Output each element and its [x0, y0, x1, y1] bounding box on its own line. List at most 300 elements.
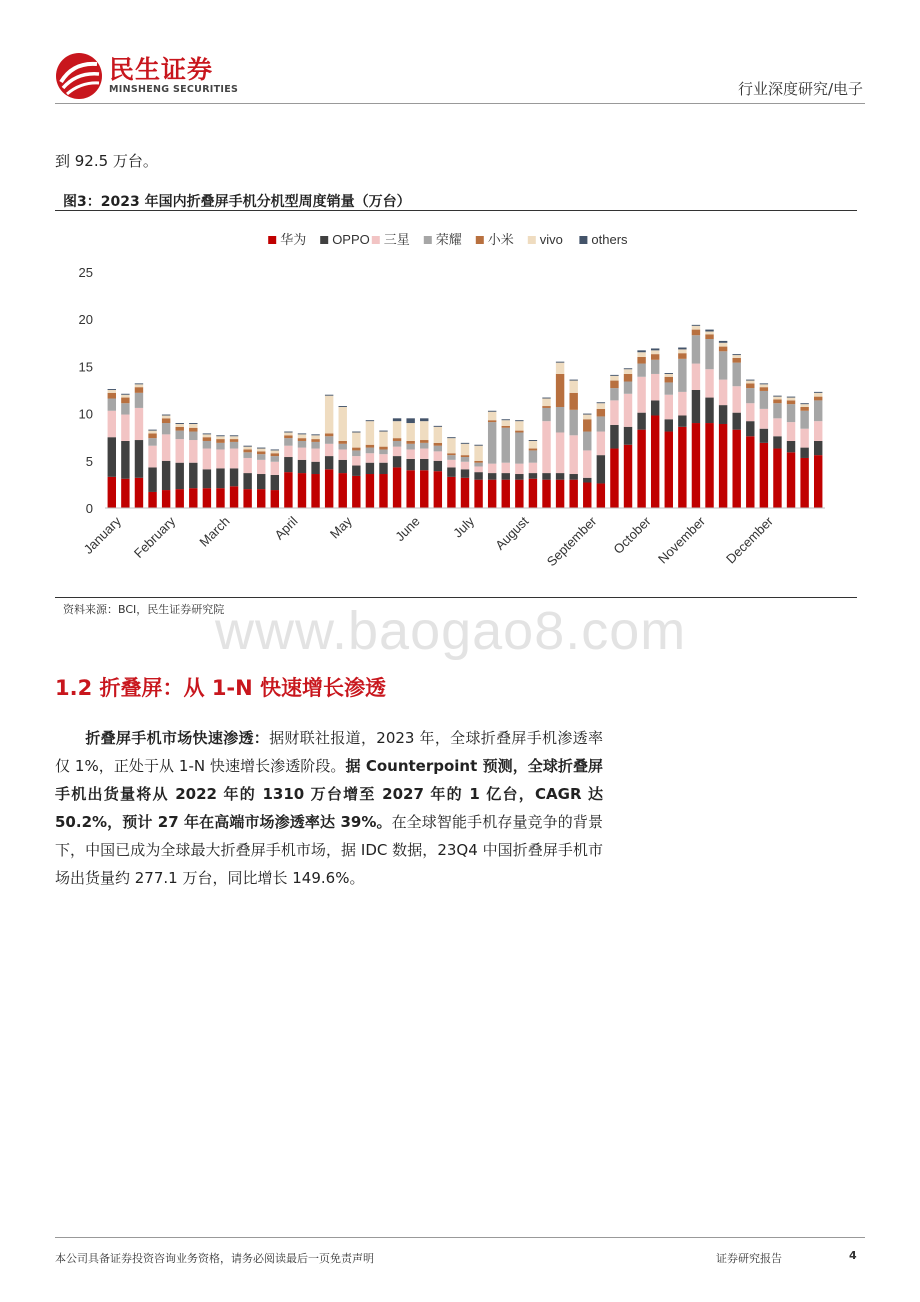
bar-week-18-series-2	[339, 449, 347, 459]
x-month-label-december: December	[722, 513, 776, 567]
bar-week-31-series-4	[515, 431, 523, 433]
para-lead-bold: 折叠屏手机市场快速渗透：	[85, 729, 270, 747]
bar-week-51-series-0	[787, 452, 795, 508]
brand-name-cn: 民生证券	[109, 55, 214, 84]
bar-week-48-series-6	[746, 380, 754, 381]
bar-week-4-series-4	[148, 433, 156, 438]
bar-week-14-series-1	[284, 457, 292, 472]
bar-week-52-series-0	[800, 458, 808, 508]
legend-swatch-6	[579, 236, 587, 244]
bar-week-3-series-0	[135, 478, 143, 508]
bar-week-23-series-6	[406, 418, 414, 423]
bar-week-32-series-6	[529, 440, 537, 441]
bar-week-29-series-0	[488, 480, 496, 508]
bar-week-14-series-2	[284, 446, 292, 457]
bar-week-34-series-2	[556, 432, 564, 473]
bar-week-3-series-2	[135, 408, 143, 440]
bar-week-26-series-3	[447, 455, 455, 460]
bar-week-33-series-3	[542, 408, 550, 421]
x-month-label-may: May	[326, 513, 355, 542]
bar-week-24-series-3	[420, 443, 428, 449]
bar-week-17-series-6	[325, 395, 333, 396]
bar-week-4-series-2	[148, 446, 156, 468]
bar-week-18-series-1	[339, 460, 347, 473]
bar-week-38-series-5	[610, 376, 618, 381]
bar-week-41-series-4	[651, 354, 659, 360]
bar-week-12-series-6	[257, 448, 265, 449]
bar-week-31-series-5	[515, 421, 523, 430]
y-tick-label-20: 20	[78, 312, 93, 328]
footer-report-type: 证券研究报告	[716, 1252, 782, 1265]
bar-week-33-series-5	[542, 398, 550, 406]
bar-week-39-series-3	[624, 382, 632, 394]
bar-week-18-series-6	[339, 406, 347, 407]
bar-week-28-series-0	[474, 480, 482, 508]
bar-week-32-series-2	[529, 463, 537, 473]
bar-week-27-series-3	[461, 457, 469, 462]
bar-week-31-series-6	[515, 420, 523, 421]
bar-week-28-series-2	[474, 466, 482, 472]
bar-week-44-series-1	[692, 390, 700, 423]
bar-week-2-series-4	[121, 398, 129, 404]
bar-week-42-series-0	[665, 432, 673, 508]
bar-week-42-series-6	[665, 373, 673, 374]
bar-week-36-series-3	[583, 432, 591, 451]
bar-week-10-series-5	[230, 436, 238, 439]
bar-week-1-series-2	[108, 411, 116, 437]
bar-week-17-series-0	[325, 469, 333, 508]
figure-title: 图3：2023 年国内折叠屏手机分机型周度销量（万台）	[63, 194, 411, 210]
bar-week-36-series-2	[583, 450, 591, 477]
bar-week-48-series-0	[746, 436, 754, 508]
bar-week-15-series-6	[298, 433, 306, 434]
bar-week-43-series-0	[678, 427, 686, 508]
bar-week-9-series-3	[216, 443, 224, 450]
bar-week-43-series-5	[678, 349, 686, 353]
x-month-label-april: April	[271, 513, 301, 543]
x-month-label-june: June	[392, 513, 423, 545]
bar-week-24-series-0	[420, 470, 428, 508]
bar-week-22-series-5	[393, 421, 401, 438]
bar-week-4-series-3	[148, 438, 156, 446]
bar-week-47-series-2	[732, 386, 740, 412]
bar-week-14-series-5	[284, 432, 292, 435]
bar-week-45-series-6	[705, 330, 713, 332]
bar-week-50-series-4	[773, 399, 781, 403]
bar-week-8-series-4	[203, 437, 211, 441]
bar-week-53-series-4	[814, 397, 822, 401]
bar-week-12-series-5	[257, 449, 265, 452]
bar-week-52-series-3	[800, 411, 808, 429]
bar-week-5-series-3	[162, 423, 170, 434]
bar-week-43-series-3	[678, 359, 686, 392]
bar-week-6-series-0	[176, 489, 184, 508]
bar-week-15-series-1	[298, 460, 306, 473]
bar-week-45-series-0	[705, 423, 713, 508]
bar-week-2-series-0	[121, 479, 129, 508]
bar-week-7-series-6	[189, 423, 197, 424]
bar-week-42-series-4	[665, 377, 673, 383]
bar-week-47-series-6	[732, 354, 740, 355]
bar-week-23-series-3	[406, 444, 414, 450]
bar-week-15-series-3	[298, 441, 306, 448]
bar-week-28-series-6	[474, 445, 482, 446]
legend-label-4: 小米	[487, 232, 514, 247]
bar-week-38-series-1	[610, 425, 618, 449]
bar-week-33-series-6	[542, 398, 550, 399]
legend-label-1: OPPO	[332, 232, 370, 247]
bar-week-34-series-4	[556, 374, 564, 407]
bar-week-47-series-0	[732, 430, 740, 508]
bar-week-14-series-6	[284, 432, 292, 433]
bar-week-3-series-4	[135, 387, 143, 393]
bar-week-41-series-3	[651, 360, 659, 374]
bar-week-26-series-0	[447, 477, 455, 508]
bar-week-16-series-6	[311, 434, 319, 435]
bar-week-36-series-6	[583, 414, 591, 415]
footer-divider	[55, 1237, 865, 1238]
bar-week-25-series-5	[434, 427, 442, 443]
bar-week-40-series-1	[637, 413, 645, 430]
bar-week-39-series-0	[624, 445, 632, 508]
bar-week-14-series-4	[284, 435, 292, 438]
bar-week-13-series-0	[271, 490, 279, 508]
bar-week-13-series-3	[271, 456, 279, 462]
bar-week-33-series-1	[542, 473, 550, 480]
bar-week-44-series-3	[692, 335, 700, 363]
legend-label-0: 华为	[280, 232, 307, 247]
bar-week-33-series-4	[542, 406, 550, 408]
bar-week-15-series-0	[298, 473, 306, 508]
bar-week-22-series-1	[393, 456, 401, 467]
bar-week-35-series-2	[569, 435, 577, 474]
bar-week-45-series-3	[705, 339, 713, 369]
bar-week-2-series-6	[121, 394, 129, 395]
minsheng-logo-icon	[55, 52, 103, 100]
bar-week-28-series-3	[474, 463, 482, 467]
bar-week-25-series-4	[434, 443, 442, 446]
bar-week-17-series-2	[325, 444, 333, 456]
bar-week-16-series-2	[311, 449, 319, 462]
bar-week-24-series-6	[420, 418, 428, 421]
bar-week-37-series-0	[597, 483, 605, 508]
bar-week-15-series-4	[298, 438, 306, 441]
bar-week-29-series-4	[488, 420, 496, 422]
bar-week-26-series-1	[447, 467, 455, 476]
bar-week-29-series-1	[488, 473, 496, 480]
bar-week-31-series-3	[515, 432, 523, 463]
legend-swatch-1	[320, 236, 328, 244]
bar-week-18-series-5	[339, 407, 347, 441]
bar-week-48-series-5	[746, 381, 754, 384]
bar-week-7-series-2	[189, 440, 197, 463]
bar-week-1-series-3	[108, 398, 116, 410]
bar-week-35-series-4	[569, 393, 577, 410]
bar-week-6-series-1	[176, 463, 184, 489]
bar-week-17-series-1	[325, 456, 333, 469]
bar-week-5-series-4	[162, 418, 170, 423]
bar-week-13-series-1	[271, 475, 279, 490]
bar-week-4-series-6	[148, 430, 156, 431]
bar-week-24-series-4	[420, 440, 428, 443]
bar-week-23-series-0	[406, 470, 414, 508]
bar-week-5-series-1	[162, 461, 170, 490]
watermark: www.baogao8.com	[215, 601, 687, 661]
bar-week-45-series-4	[705, 334, 713, 339]
bar-week-20-series-0	[366, 474, 374, 508]
bar-week-1-series-1	[108, 437, 116, 477]
bar-week-27-series-1	[461, 469, 469, 477]
bar-week-32-series-3	[529, 450, 537, 462]
bar-week-16-series-1	[311, 462, 319, 474]
bar-week-13-series-5	[271, 450, 279, 453]
bar-week-42-series-2	[665, 395, 673, 420]
bar-week-52-series-2	[800, 429, 808, 448]
bar-week-12-series-2	[257, 460, 265, 474]
bar-week-32-series-5	[529, 441, 537, 449]
bar-week-19-series-5	[352, 432, 360, 447]
bar-week-8-series-0	[203, 488, 211, 508]
bar-week-49-series-0	[760, 443, 768, 508]
y-tick-label-10: 10	[78, 406, 93, 422]
bar-week-53-series-3	[814, 400, 822, 421]
bar-week-15-series-5	[298, 434, 306, 438]
bar-week-29-series-3	[488, 422, 496, 464]
bar-week-16-series-0	[311, 474, 319, 508]
bar-week-20-series-3	[366, 448, 374, 454]
x-month-label-january: January	[80, 513, 124, 557]
bar-week-7-series-4	[189, 428, 197, 432]
legend-swatch-5	[528, 236, 536, 244]
bar-week-1-series-6	[108, 389, 116, 390]
bar-week-47-series-4	[732, 358, 740, 363]
bar-week-29-series-2	[488, 464, 496, 473]
bar-week-12-series-3	[257, 454, 265, 460]
bar-week-24-series-2	[420, 449, 428, 459]
bar-week-44-series-6	[692, 325, 700, 326]
legend-label-2: 三星	[383, 232, 410, 247]
x-month-label-july: July	[450, 513, 478, 541]
bar-week-18-series-4	[339, 441, 347, 444]
bar-week-12-series-4	[257, 451, 265, 454]
bar-week-51-series-1	[787, 441, 795, 452]
legend-swatch-0	[268, 236, 276, 244]
bar-week-53-series-1	[814, 441, 822, 455]
y-tick-label-5: 5	[85, 453, 93, 469]
company-logo	[55, 52, 238, 100]
bar-week-36-series-1	[583, 478, 591, 483]
bar-week-11-series-6	[243, 446, 251, 447]
bar-week-19-series-0	[352, 476, 360, 508]
bar-week-6-series-4	[176, 427, 184, 431]
bar-week-53-series-5	[814, 393, 822, 397]
x-month-label-march: March	[196, 513, 233, 550]
x-month-label-september: September	[543, 513, 600, 570]
legend-swatch-3	[424, 236, 432, 244]
bar-week-7-series-1	[189, 463, 197, 488]
bar-week-52-series-4	[800, 407, 808, 411]
bar-week-19-series-6	[352, 432, 360, 433]
bar-week-9-series-5	[216, 436, 224, 439]
bar-week-32-series-0	[529, 479, 537, 508]
bar-week-30-series-3	[502, 428, 510, 463]
bar-week-10-series-4	[230, 439, 238, 442]
bar-week-39-series-6	[624, 368, 632, 369]
bar-week-7-series-0	[189, 488, 197, 508]
bar-week-2-series-2	[121, 415, 129, 441]
bar-week-44-series-4	[692, 330, 700, 336]
bar-week-27-series-4	[461, 455, 469, 457]
bar-week-10-series-1	[230, 468, 238, 486]
bar-week-39-series-1	[624, 427, 632, 445]
bar-week-1-series-5	[108, 390, 116, 393]
bar-week-52-series-1	[800, 448, 808, 458]
bar-week-31-series-1	[515, 474, 523, 480]
bar-week-34-series-6	[556, 362, 564, 363]
para-text-2: 在全球智能手机存量竞争的背景下，中国已成为全球最大折叠屏手机市场，据 IDC 数据，23Q4 中国折叠屏手机市场出货量约 277.1 万台，同比增长 149.6%。	[55, 813, 603, 887]
bar-week-41-series-5	[651, 350, 659, 354]
bar-week-20-series-2	[366, 453, 374, 462]
bar-week-50-series-0	[773, 449, 781, 508]
bar-week-48-series-2	[746, 403, 754, 421]
bar-week-35-series-3	[569, 410, 577, 435]
bar-week-35-series-6	[569, 380, 577, 381]
x-month-label-february: February	[130, 513, 179, 561]
bar-week-37-series-1	[597, 455, 605, 483]
bar-week-9-series-4	[216, 439, 224, 443]
bar-week-11-series-2	[243, 458, 251, 473]
bar-week-11-series-3	[243, 452, 251, 458]
bar-week-51-series-6	[787, 397, 795, 398]
y-tick-label-25: 25	[78, 265, 93, 280]
bar-week-46-series-0	[719, 424, 727, 508]
x-month-label-october: October	[610, 513, 654, 557]
bar-week-48-series-3	[746, 388, 754, 403]
bar-week-36-series-4	[583, 419, 591, 431]
bar-week-53-series-2	[814, 421, 822, 441]
intro-text: 到 92.5 万台。	[55, 152, 158, 170]
bar-week-50-series-5	[773, 397, 781, 400]
bar-week-23-series-4	[406, 441, 414, 444]
bar-week-21-series-6	[379, 431, 387, 432]
bar-week-41-series-0	[651, 415, 659, 508]
bar-week-46-series-5	[719, 343, 727, 347]
bar-week-49-series-4	[760, 387, 768, 391]
bar-week-8-series-1	[203, 469, 211, 488]
bar-week-16-series-3	[311, 442, 319, 449]
bar-week-30-series-6	[502, 419, 510, 420]
bar-week-52-series-6	[800, 403, 808, 404]
bar-week-50-series-2	[773, 418, 781, 436]
bar-week-19-series-4	[352, 448, 360, 451]
bar-week-50-series-1	[773, 436, 781, 448]
bar-week-37-series-2	[597, 432, 605, 456]
bar-week-19-series-3	[352, 450, 360, 456]
bar-week-39-series-2	[624, 394, 632, 427]
bar-week-43-series-4	[678, 353, 686, 359]
bar-week-28-series-1	[474, 472, 482, 480]
bar-week-14-series-0	[284, 472, 292, 508]
bar-week-40-series-3	[637, 364, 645, 377]
bar-week-25-series-2	[434, 451, 442, 460]
bar-week-37-series-3	[597, 416, 605, 431]
bar-week-45-series-1	[705, 398, 713, 423]
bar-week-44-series-2	[692, 364, 700, 390]
bar-week-23-series-5	[406, 423, 414, 441]
bar-week-47-series-1	[732, 413, 740, 430]
bar-week-34-series-5	[556, 363, 564, 374]
bar-week-29-series-5	[488, 412, 496, 420]
bar-week-23-series-2	[406, 449, 414, 458]
para-text-1: 据财联社报道，2023 年，全球折叠屏手机渗透率仅 1%，正处于从 1-N 快速增长渗透阶段。	[55, 729, 603, 775]
bar-week-47-series-3	[732, 363, 740, 387]
bar-week-17-series-5	[325, 396, 333, 434]
bar-week-15-series-2	[298, 448, 306, 460]
bar-week-35-series-0	[569, 480, 577, 508]
bar-week-1-series-0	[108, 477, 116, 508]
bar-week-9-series-6	[216, 435, 224, 436]
bar-week-46-series-3	[719, 351, 727, 379]
bar-week-34-series-1	[556, 473, 564, 480]
bar-week-5-series-0	[162, 490, 170, 508]
x-month-label-november: November	[655, 513, 709, 567]
bar-week-5-series-5	[162, 415, 170, 418]
bar-week-9-series-2	[216, 449, 224, 468]
bar-week-35-series-5	[569, 381, 577, 393]
bar-week-13-series-2	[271, 462, 279, 475]
bar-week-27-series-2	[461, 462, 469, 470]
bar-week-22-series-3	[393, 441, 401, 447]
bar-week-2-series-5	[121, 395, 129, 398]
bar-week-8-series-5	[203, 434, 211, 437]
bar-week-24-series-5	[420, 421, 428, 440]
bar-week-12-series-1	[257, 474, 265, 489]
body-paragraph	[55, 724, 603, 892]
bar-week-4-series-1	[148, 467, 156, 492]
bar-week-36-series-5	[583, 415, 591, 420]
bar-week-46-series-2	[719, 380, 727, 405]
bar-week-37-series-4	[597, 409, 605, 417]
bar-week-21-series-2	[379, 454, 387, 462]
bar-week-30-series-0	[502, 480, 510, 508]
bar-week-1-series-4	[108, 393, 116, 399]
bar-week-21-series-3	[379, 449, 387, 454]
bar-week-24-series-1	[420, 459, 428, 470]
bar-week-8-series-6	[203, 433, 211, 434]
weekly-sales-stacked-bar-chart	[55, 222, 857, 592]
bar-week-48-series-1	[746, 421, 754, 436]
bar-week-37-series-5	[597, 403, 605, 409]
bar-week-40-series-2	[637, 377, 645, 413]
bar-week-19-series-1	[352, 466, 360, 476]
bar-week-9-series-0	[216, 488, 224, 508]
bar-week-40-series-5	[637, 352, 645, 357]
bar-week-20-series-6	[366, 420, 374, 421]
bar-week-10-series-6	[230, 435, 238, 436]
bar-week-3-series-3	[135, 393, 143, 408]
bar-week-42-series-3	[665, 382, 673, 394]
bar-week-38-series-2	[610, 400, 618, 425]
bar-week-50-series-3	[773, 403, 781, 418]
legend-label-6: others	[591, 232, 628, 247]
bar-week-29-series-6	[488, 411, 496, 412]
bar-week-27-series-5	[461, 444, 469, 455]
bar-week-48-series-4	[746, 383, 754, 388]
bar-week-38-series-3	[610, 388, 618, 400]
bar-week-16-series-5	[311, 435, 319, 439]
bar-week-45-series-2	[705, 369, 713, 397]
report-section-label: 行业深度研究/电子	[737, 80, 863, 98]
